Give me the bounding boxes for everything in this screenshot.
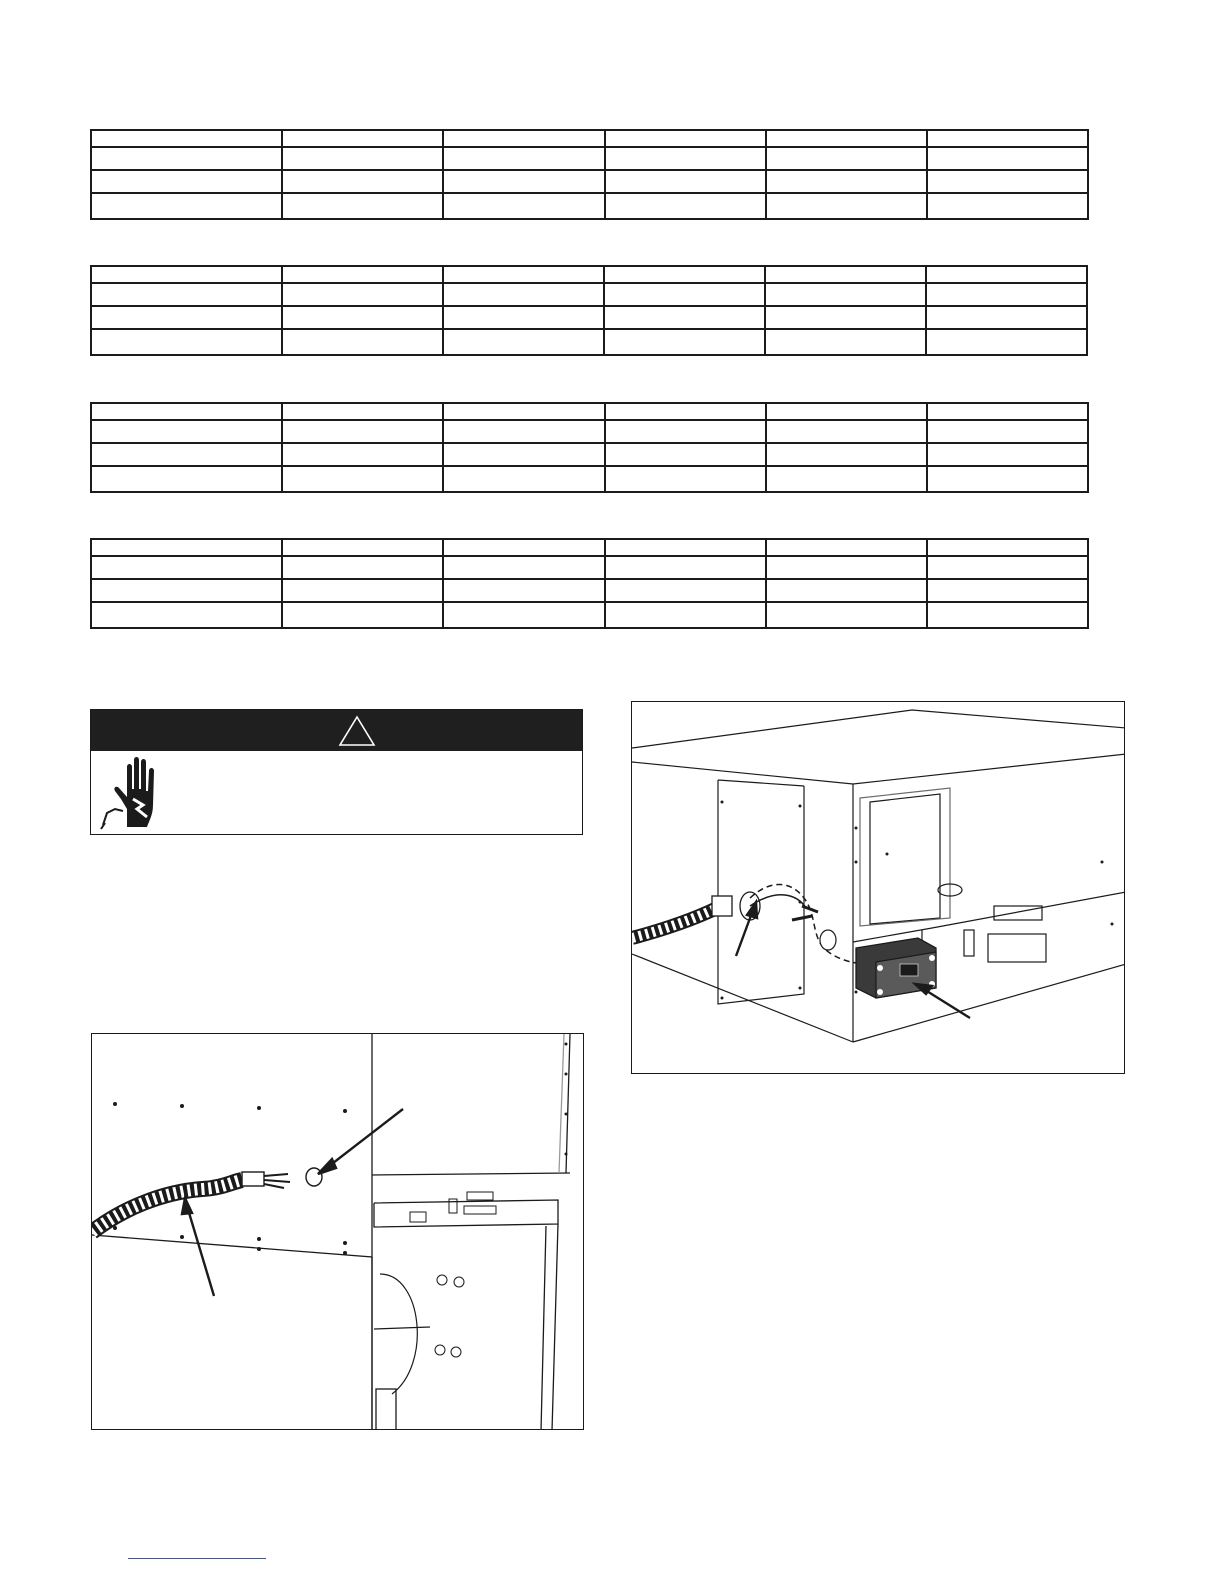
- footer-link-underline[interactable]: [128, 1558, 266, 1559]
- table-row: [91, 170, 1088, 193]
- table-row: [91, 306, 1087, 329]
- table-row: [91, 147, 1088, 170]
- table-row: [91, 266, 1087, 283]
- table-row: [91, 329, 1087, 355]
- spec-table-2: [90, 265, 1088, 356]
- flexible-conduit-entry-figure: [91, 1033, 584, 1430]
- table-row: [91, 556, 1088, 579]
- table-row: [91, 443, 1088, 466]
- table-row: [91, 403, 1088, 420]
- spec-table-4: [90, 538, 1089, 629]
- caution-triangle-icon: [337, 715, 377, 747]
- warning-box: [90, 709, 583, 835]
- disconnect-switch-figure: [631, 701, 1125, 1074]
- warning-header: [91, 710, 582, 751]
- spec-table-3: [90, 402, 1089, 493]
- table-row: [91, 130, 1088, 147]
- electrical-shock-hand-icon: [97, 753, 177, 833]
- cabinet-disconnect-illustration: [632, 702, 1125, 1074]
- table-row: [91, 283, 1087, 306]
- table-row: [91, 193, 1088, 219]
- table-row: [91, 466, 1088, 492]
- table-row: [91, 579, 1088, 602]
- furnace-illustration: [92, 1034, 584, 1430]
- table-row: [91, 539, 1088, 556]
- table-row: [91, 602, 1088, 628]
- table-row: [91, 420, 1088, 443]
- spec-table-1: [90, 129, 1089, 220]
